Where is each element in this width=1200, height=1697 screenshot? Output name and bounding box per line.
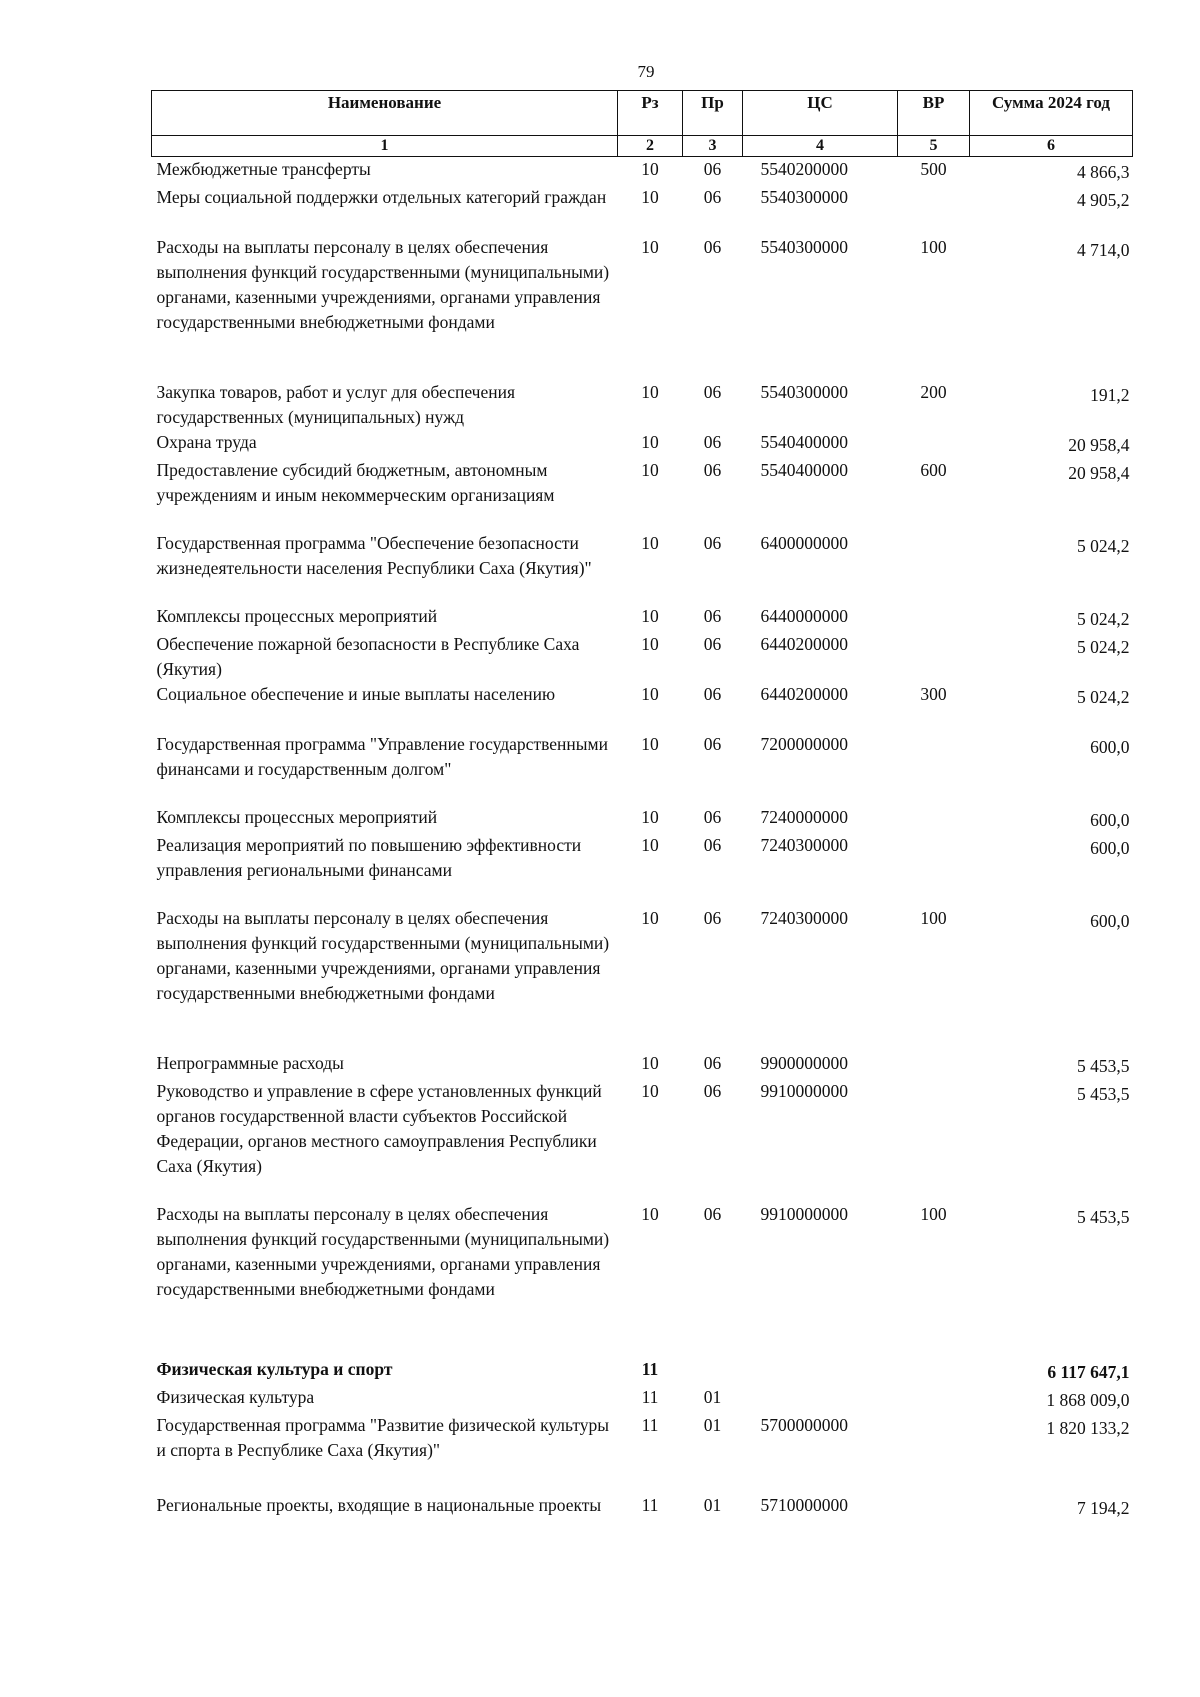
- row-vr: [898, 833, 970, 906]
- row-rz: 10: [641, 1204, 659, 1224]
- row-name: Реализация мероприятий по повышению эффективности управления региональными финансами: [156, 835, 582, 880]
- header-row: [152, 91, 1133, 136]
- column-number-row: [152, 136, 1133, 157]
- row-rz: 10: [641, 460, 659, 480]
- row-pr: 06: [703, 1053, 722, 1073]
- row-pr: 06: [703, 1204, 722, 1224]
- row-rz: 10: [641, 734, 659, 754]
- page-number: 79: [637, 62, 655, 81]
- row-name: Расходы на выплаты персоналу в целях обеспечения выполнения функций государственными (муниципальными) органами, казенными учреждениями, органами управления государственными внебюджетными фондами: [156, 908, 610, 1003]
- row-name: Меры социальной поддержки отдельных категорий граждан: [156, 187, 607, 207]
- row-cs: 7240300000: [760, 908, 848, 928]
- table-row: [152, 906, 1133, 1051]
- row-pr: 06: [703, 908, 722, 928]
- table-row: [152, 833, 1133, 906]
- column-number: 2: [618, 136, 683, 157]
- row-sum: 5 024,2: [1077, 609, 1130, 629]
- row-vr: 300: [920, 684, 947, 704]
- row-sum: 600,0: [1090, 737, 1130, 757]
- row-cs: 9900000000: [760, 1053, 848, 1073]
- row-cs: 5540300000: [760, 382, 848, 402]
- table-row: [152, 430, 1133, 458]
- row-cs: 5540400000: [760, 432, 848, 452]
- row-sum: 5 024,2: [1077, 687, 1130, 707]
- row-cs: 7200000000: [760, 734, 848, 754]
- row-rz: 10: [641, 1053, 659, 1073]
- column-number: 1: [152, 136, 618, 157]
- row-name: Охрана труда: [156, 432, 257, 452]
- row-cs: 9910000000: [760, 1204, 848, 1224]
- row-rz: 11: [641, 1415, 659, 1435]
- row-vr: [898, 185, 970, 235]
- row-sum: 5 024,2: [1077, 637, 1130, 657]
- row-vr: [898, 604, 970, 632]
- row-sum: 1 820 133,2: [1046, 1418, 1130, 1438]
- header-sum: Сумма 2024 год: [970, 91, 1133, 136]
- row-vr: [898, 632, 970, 682]
- row-cs: 9910000000: [760, 1081, 848, 1101]
- row-name: Расходы на выплаты персоналу в целях обеспечения выполнения функций государственными (муниципальными) органами, казенными учреждениями, органами управления государственными внебюджетными фондами: [156, 237, 610, 332]
- table-row: [152, 185, 1133, 235]
- header-name: Наименование: [152, 91, 618, 136]
- row-name: Непрограммные расходы: [156, 1053, 344, 1073]
- row-vr: [898, 1413, 970, 1493]
- table-row: [152, 531, 1133, 604]
- row-vr: 100: [920, 908, 947, 928]
- row-cs: 5540300000: [760, 237, 848, 257]
- row-vr: [898, 805, 970, 833]
- row-pr: 06: [703, 1081, 722, 1101]
- table-row: [152, 458, 1133, 531]
- row-cs: 6440200000: [760, 684, 848, 704]
- row-pr: 06: [703, 634, 722, 654]
- row-rz: 10: [641, 382, 659, 402]
- row-vr: 100: [920, 237, 947, 257]
- row-name: Государственная программа "Развитие физической культуры и спорта в Республике Саха (Якутия)": [156, 1415, 610, 1460]
- row-cs: 5540400000: [760, 460, 848, 480]
- table-row: [152, 380, 1133, 430]
- row-cs: 5700000000: [760, 1415, 848, 1435]
- row-sum: 7 194,2: [1077, 1498, 1130, 1518]
- column-number: 3: [683, 136, 743, 157]
- header-pr: Пр: [683, 91, 743, 136]
- row-sum: 5 453,5: [1077, 1084, 1130, 1104]
- table-header: [152, 91, 1133, 157]
- row-sum: 600,0: [1090, 911, 1130, 931]
- table-row: [152, 235, 1133, 380]
- header-rz: Рз: [618, 91, 683, 136]
- row-pr: 06: [703, 237, 722, 257]
- row-name: Государственная программа "Управление государственными финансами и государственным долгом": [156, 734, 608, 779]
- row-name: Закупка товаров, работ и услуг для обеспечения государственных (муниципальных) нужд: [156, 382, 516, 427]
- row-vr: [898, 1493, 970, 1543]
- row-cs: 5540200000: [760, 159, 848, 179]
- row-pr: 06: [703, 606, 722, 626]
- row-pr: 06: [703, 159, 722, 179]
- row-rz: 10: [641, 807, 659, 827]
- row-vr: [898, 531, 970, 604]
- row-vr: 100: [920, 1204, 947, 1224]
- row-cs: 6400000000: [760, 533, 848, 553]
- row-cs: 7240000000: [760, 807, 848, 827]
- row-rz: 10: [641, 1081, 659, 1101]
- row-sum: 600,0: [1090, 838, 1130, 858]
- row-rz: 10: [641, 432, 659, 452]
- row-sum: 4 714,0: [1077, 240, 1130, 260]
- row-rz: 10: [641, 634, 659, 654]
- row-pr: 01: [703, 1495, 722, 1515]
- row-rz: 11: [641, 1495, 659, 1515]
- row-rz: 10: [641, 606, 659, 626]
- row-vr: 200: [920, 382, 947, 402]
- row-cs: [743, 1385, 898, 1413]
- row-vr: 500: [920, 159, 947, 179]
- row-cs: 5710000000: [760, 1495, 848, 1515]
- table-row: [152, 805, 1133, 833]
- row-sum: 5 453,5: [1077, 1207, 1130, 1227]
- row-sum: 5 024,2: [1077, 536, 1130, 556]
- row-name: Физическая культура и спорт: [156, 1359, 393, 1379]
- budget-table: [151, 90, 1133, 1543]
- row-rz: 11: [641, 1387, 659, 1407]
- row-sum: 20 958,4: [1068, 435, 1130, 455]
- row-name: Физическая культура: [156, 1387, 315, 1407]
- row-vr: [898, 1079, 970, 1202]
- table-row: [152, 632, 1133, 682]
- table-row: [152, 604, 1133, 632]
- row-pr: 06: [703, 460, 722, 480]
- row-name: Обеспечение пожарной безопасности в Республике Саха (Якутия): [156, 634, 580, 679]
- row-rz: 10: [641, 187, 659, 207]
- column-number: 6: [970, 136, 1133, 157]
- row-name: Региональные проекты, входящие в национальные проекты: [156, 1495, 602, 1515]
- row-rz: 10: [641, 237, 659, 257]
- header-vr: ВР: [898, 91, 970, 136]
- row-sum: 6 117 647,1: [1047, 1362, 1130, 1382]
- row-pr: 06: [703, 432, 722, 452]
- row-name: Межбюджетные трансферты: [156, 159, 371, 179]
- row-pr: 06: [703, 382, 722, 402]
- column-number: 5: [898, 136, 970, 157]
- row-pr: 06: [703, 734, 722, 754]
- table-row: [152, 682, 1133, 732]
- row-rz: 11: [641, 1359, 659, 1379]
- row-name: Комплексы процессных мероприятий: [156, 606, 438, 626]
- row-vr: 600: [920, 460, 947, 480]
- table-row: [152, 1357, 1133, 1385]
- row-sum: 1 868 009,0: [1046, 1390, 1130, 1410]
- row-name: Руководство и управление в сфере установленных функций органов государственной власти субъектов Российской Федерации, органов местного самоуправления Республики Саха (Якутия): [156, 1081, 602, 1176]
- row-rz: 10: [641, 159, 659, 179]
- table-body: [152, 157, 1133, 1544]
- row-name: Комплексы процессных мероприятий: [156, 807, 438, 827]
- table-row: [152, 1051, 1133, 1079]
- row-sum: 20 958,4: [1068, 463, 1130, 483]
- row-pr: 06: [703, 684, 722, 704]
- row-vr: [898, 1385, 970, 1413]
- row-cs: 6440000000: [760, 606, 848, 626]
- row-rz: 10: [641, 684, 659, 704]
- row-sum: 4 905,2: [1077, 190, 1130, 210]
- table-row: [152, 1202, 1133, 1357]
- row-vr: [898, 732, 970, 805]
- row-pr: [683, 1357, 743, 1385]
- row-name: Предоставление субсидий бюджетным, автономным учреждениям и иным некоммерческим организациям: [156, 460, 555, 505]
- column-number: 4: [743, 136, 898, 157]
- row-cs: 5540300000: [760, 187, 848, 207]
- table-row: [152, 157, 1133, 186]
- row-name: Социальное обеспечение и иные выплаты населению: [156, 684, 556, 704]
- row-sum: 5 453,5: [1077, 1056, 1130, 1076]
- row-sum: 600,0: [1090, 810, 1130, 830]
- row-name: Расходы на выплаты персоналу в целях обеспечения выполнения функций государственными (муниципальными) органами, казенными учреждениями, органами управления государственными внебюджетными фондами: [156, 1204, 610, 1299]
- row-pr: 06: [703, 187, 722, 207]
- header-cs: ЦС: [743, 91, 898, 136]
- row-rz: 10: [641, 908, 659, 928]
- table-row: [152, 1385, 1133, 1413]
- row-cs: [743, 1357, 898, 1385]
- row-vr: [898, 1051, 970, 1079]
- row-rz: 10: [641, 533, 659, 553]
- row-pr: 01: [703, 1415, 722, 1435]
- table-row: [152, 1493, 1133, 1543]
- row-rz: 10: [641, 835, 659, 855]
- row-pr: 06: [703, 533, 722, 553]
- row-cs: 7240300000: [760, 835, 848, 855]
- row-vr: [898, 1357, 970, 1385]
- row-pr: 06: [703, 807, 722, 827]
- row-cs: 6440200000: [760, 634, 848, 654]
- row-sum: 191,2: [1090, 385, 1130, 405]
- table-row: [152, 1413, 1133, 1493]
- table-row: [152, 1079, 1133, 1202]
- row-pr: 06: [703, 835, 722, 855]
- row-vr: [898, 430, 970, 458]
- row-pr: 01: [703, 1387, 722, 1407]
- table-row: [152, 732, 1133, 805]
- row-name: Государственная программа "Обеспечение безопасности жизнедеятельности населения Республики Саха (Якутия)": [156, 533, 592, 578]
- row-sum: 4 866,3: [1077, 162, 1130, 182]
